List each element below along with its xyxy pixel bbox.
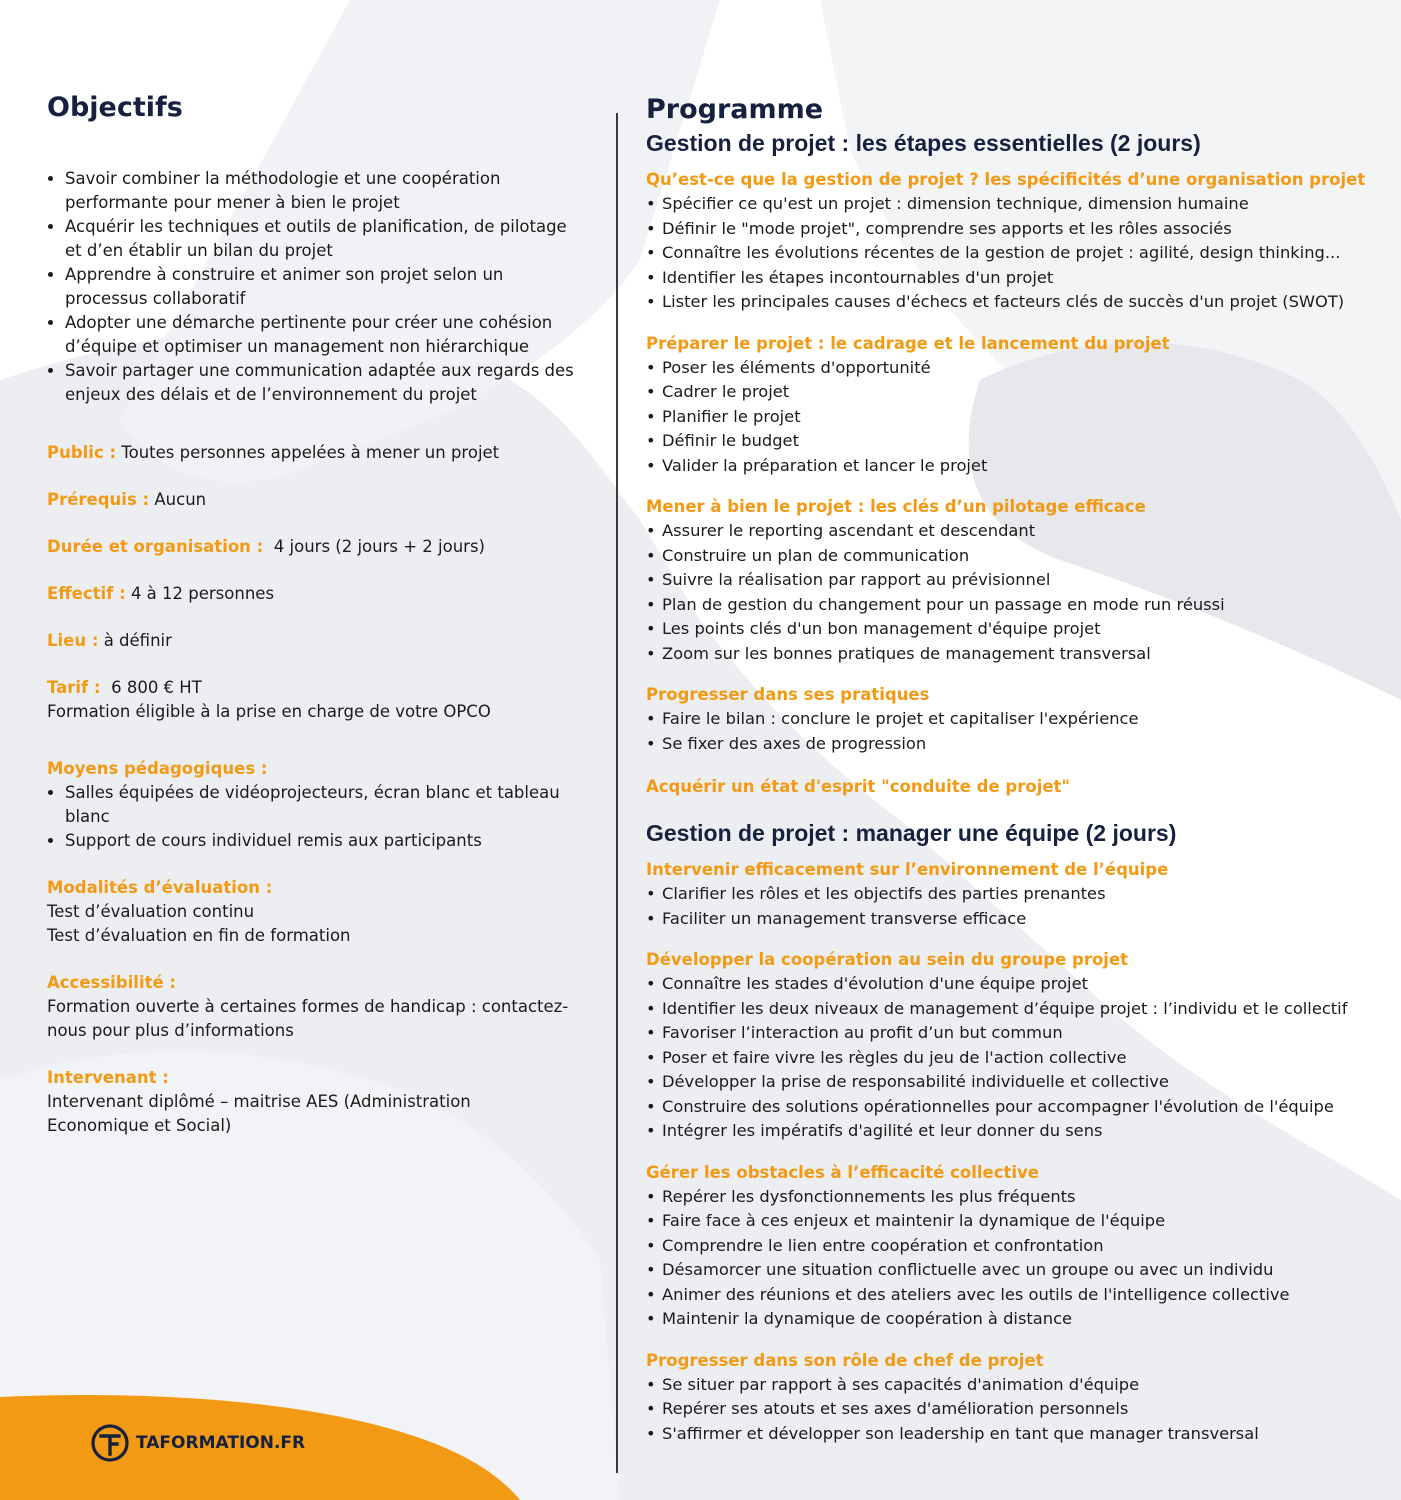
section-title: Acquérir un état d'esprit "conduite de projet" xyxy=(646,777,1071,796)
list-item: • Savoir combiner la méthodologie et une coopération performante pour mener à bien le projet xyxy=(65,167,577,215)
list-item: • Savoir partager une communication adaptée aux regards des enjeux des délais et de l’environnement du projet xyxy=(65,359,577,407)
public-block xyxy=(47,441,577,465)
list-item: • Support de cours individuel remis aux participants xyxy=(65,829,577,853)
moyens-label: Moyens pédagogiques : xyxy=(47,759,268,778)
section-items xyxy=(646,1185,1376,1332)
intervenant-value: Intervenant diplômé – maitrise AES (Administration Economique et Social) xyxy=(47,1092,471,1135)
list-item: • Les points clés d'un bon management d'équipe projet xyxy=(646,617,1376,642)
program-section xyxy=(646,1161,1376,1332)
column-divider xyxy=(616,113,618,1473)
list-item: • Adopter une démarche pertinente pour créer une cohésion d’équipe et optimiser un management non hiérarchique xyxy=(65,311,577,359)
left-column xyxy=(47,92,577,1161)
program-section xyxy=(646,1349,1376,1447)
program-section xyxy=(646,683,1376,756)
section-title: Développer la coopération au sein du groupe projet xyxy=(646,950,1129,969)
intervenant-label: Intervenant : xyxy=(47,1068,169,1087)
section-title: Préparer le projet : le cadrage et le lancement du projet xyxy=(646,333,1170,353)
list-item: • Intégrer les impératifs d'agilité et leur donner du sens xyxy=(646,1119,1376,1144)
list-item: • Acquérir les techniques et outils de planification, de pilotage et d’en établir un bilan du projet xyxy=(65,215,577,263)
section-items xyxy=(646,707,1376,756)
list-item: • Valider la préparation et lancer le projet xyxy=(646,454,1376,479)
effectif-block xyxy=(47,582,577,606)
moyens-list xyxy=(47,781,577,853)
section-items xyxy=(646,519,1376,666)
modalites-line: Test d’évaluation continu xyxy=(47,902,255,921)
list-item: • Clarifier les rôles et les objectifs des parties prenantes xyxy=(646,882,1376,907)
list-item: • Se situer par rapport à ses capacités d'animation d'équipe xyxy=(646,1373,1376,1398)
section-items xyxy=(646,356,1376,479)
lieu-label: Lieu : xyxy=(47,631,99,650)
public-label: Public : xyxy=(47,443,117,462)
part2-title: Gestion de projet : manager une équipe (2 jours) xyxy=(646,820,1177,846)
list-item: • Lister les principales causes d'échecs et facteurs clés de succès d'un projet (SWOT) xyxy=(646,290,1376,315)
modalites-line: Test d’évaluation en fin de formation xyxy=(47,926,351,945)
tarif-block xyxy=(47,676,577,724)
list-item: • Plan de gestion du changement pour un passage en mode run réussi xyxy=(646,593,1376,618)
programme-title: Programme xyxy=(646,94,824,125)
accessibilite-value: Formation ouverte à certaines formes de handicap : contactez-nous pour plus d’informations xyxy=(47,997,569,1040)
list-item: • Repérer ses atouts et ses axes d'amélioration personnels xyxy=(646,1397,1376,1422)
lieu-value: à définir xyxy=(103,631,172,650)
tarif-note: Formation éligible à la prise en charge de votre OPCO xyxy=(47,702,491,721)
program-section xyxy=(646,332,1376,479)
list-item: • Identifier les deux niveaux de management d’équipe projet : l’individu et le collectif xyxy=(646,997,1376,1022)
public-value: Toutes personnes appelées à mener un projet xyxy=(121,443,500,462)
duree-value: 4 jours (2 jours + 2 jours) xyxy=(273,537,485,556)
section-title: Mener à bien le projet : les clés d’un pilotage efficace xyxy=(646,497,1146,516)
list-item: • Animer des réunions et des ateliers avec les outils de l'intelligence collective xyxy=(646,1283,1376,1308)
prerequis-block xyxy=(47,488,577,512)
tarif-value: 6 800 € HT xyxy=(111,678,202,697)
program-section xyxy=(646,495,1376,666)
list-item: • Spécifier ce qu'est un projet : dimension technique, dimension humaine xyxy=(646,192,1376,217)
list-item: • Faciliter un management transverse efficace xyxy=(646,907,1376,932)
list-item: • Favoriser l’interaction au profit d’un but commun xyxy=(646,1021,1376,1046)
list-item: • Désamorcer une situation conflictuelle avec un groupe ou avec un individu xyxy=(646,1258,1376,1283)
lieu-block xyxy=(47,629,577,653)
logo-text: TAFORMATION.FR xyxy=(136,1433,306,1453)
objectifs-list xyxy=(47,167,577,407)
tarif-label: Tarif : xyxy=(47,678,101,697)
list-item: • Construire un plan de communication xyxy=(646,544,1376,569)
modalites-block xyxy=(47,876,577,948)
section-title: Gérer les obstacles à l’efficacité collective xyxy=(646,1162,1039,1182)
program-section xyxy=(646,775,1376,799)
list-item: • Se fixer des axes de progression xyxy=(646,732,1376,757)
list-item: • Définir le budget xyxy=(646,429,1376,454)
section-items xyxy=(646,192,1376,315)
list-item: • Comprendre le lien entre coopération et confrontation xyxy=(646,1234,1376,1259)
list-item: • Construire des solutions opérationnelles pour accompagner l'évolution de l'équipe xyxy=(646,1095,1376,1120)
list-item: • Cadrer le projet xyxy=(646,380,1376,405)
list-item: • Zoom sur les bonnes pratiques de management transversal xyxy=(646,642,1376,667)
list-item: • Planifier le projet xyxy=(646,405,1376,430)
list-item: • Identifier les étapes incontournables d'un projet xyxy=(646,266,1376,291)
list-item: • Apprendre à construire et animer son projet selon un processus collaboratif xyxy=(65,263,577,311)
list-item: • S'affirmer et développer son leadership en tant que manager transversal xyxy=(646,1422,1376,1447)
section-items xyxy=(646,972,1376,1144)
prerequis-label: Prérequis : xyxy=(47,490,150,509)
duree-label: Durée et organisation : xyxy=(47,537,264,556)
brand-logo[interactable] xyxy=(90,1423,305,1463)
section-items xyxy=(646,882,1376,931)
list-item: • Salles équipées de vidéoprojecteurs, écran blanc et tableau blanc xyxy=(65,781,577,829)
list-item: • Faire face à ces enjeux et maintenir la dynamique de l'équipe xyxy=(646,1209,1376,1234)
list-item: • Suivre la réalisation par rapport au prévisionnel xyxy=(646,568,1376,593)
list-item: • Poser les éléments d'opportunité xyxy=(646,356,1376,381)
section-title: Qu’est-ce que la gestion de projet ? les spécificités d’une organisation projet xyxy=(646,170,1366,189)
program-section xyxy=(646,948,1376,1144)
prerequis-value: Aucun xyxy=(154,490,207,509)
right-column xyxy=(646,94,1376,1446)
intervenant-block xyxy=(47,1066,577,1138)
list-item: • Poser et faire vivre les règles du jeu de l'action collective xyxy=(646,1046,1376,1071)
section-items xyxy=(646,1373,1376,1447)
accessibilite-label: Accessibilité : xyxy=(47,973,177,992)
logo-icon xyxy=(90,1423,130,1463)
moyens-block xyxy=(47,757,577,853)
program-section xyxy=(646,168,1376,315)
list-item: • Repérer les dysfonctionnements les plus fréquents xyxy=(646,1185,1376,1210)
effectif-value: 4 à 12 personnes xyxy=(130,584,275,603)
list-item: • Définir le "mode projet", comprendre ses apports et les rôles associés xyxy=(646,217,1376,242)
list-item: • Connaître les stades d'évolution d'une équipe projet xyxy=(646,972,1376,997)
course-info xyxy=(47,441,577,1138)
list-item: • Maintenir la dynamique de coopération à distance xyxy=(646,1307,1376,1332)
list-item: • Faire le bilan : conclure le projet et capitaliser l'expérience xyxy=(646,707,1376,732)
section-title: Intervenir efficacement sur l’environnement de l’équipe xyxy=(646,860,1169,879)
modalites-label: Modalités d’évaluation : xyxy=(47,878,273,897)
list-item: • Développer la prise de responsabilité individuelle et collective xyxy=(646,1070,1376,1095)
list-item: • Assurer le reporting ascendant et descendant xyxy=(646,519,1376,544)
duree-block xyxy=(47,535,577,559)
part1-title: Gestion de projet : les étapes essentielles (2 jours) xyxy=(646,130,1201,156)
list-item: • Connaître les évolutions récentes de la gestion de projet : agilité, design thinking... xyxy=(646,241,1376,266)
accessibilite-block xyxy=(47,971,577,1043)
section-title: Progresser dans son rôle de chef de projet xyxy=(646,1350,1044,1370)
objectifs-title: Objectifs xyxy=(47,92,183,123)
section-title: Progresser dans ses pratiques xyxy=(646,685,930,704)
effectif-label: Effectif : xyxy=(47,584,126,603)
program-section xyxy=(646,858,1376,931)
